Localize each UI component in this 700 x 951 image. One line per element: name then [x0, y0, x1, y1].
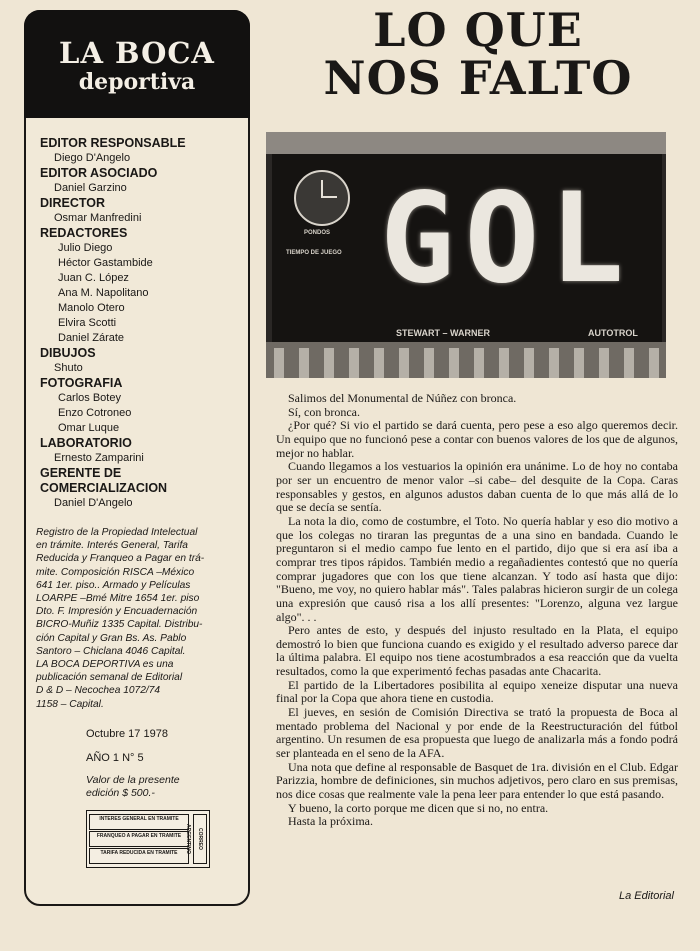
postal-stamp — [86, 810, 210, 868]
staff-role: DIRECTOR — [40, 196, 106, 210]
staff-role: EDITOR RESPONSABLE — [40, 136, 186, 150]
staff-name: Omar Luque — [58, 422, 120, 434]
article-paragraph: Salimos del Monumental de Núñez con bronca. — [288, 391, 517, 405]
article-paragraph: Pero antes de esto, y después del injusto resultado en la Plata, el equipo demostró lo bien que funciona cuando es exigido y el resultado adverso parece dar la última palabra. El equipo nos tiene acostumbrados a esa reacción que da vuelta resultados, como la que experimentó fechas pasadas ante Chacarita. — [276, 623, 678, 679]
clock-icon — [294, 170, 350, 226]
staff-name: Elvira Scotti — [58, 317, 117, 329]
masthead-logo — [24, 10, 250, 118]
fence-post — [424, 348, 434, 378]
stamp-side-label: CORREO ARGENTINO — [193, 814, 207, 864]
staff-name: Juan C. López — [58, 272, 129, 284]
board-label-tiempo: TIEMPO DE JUEGO — [286, 250, 342, 256]
staff-name: Daniel Zárate — [58, 332, 125, 344]
fence-post — [549, 348, 559, 378]
registry-line: Santoro – Chiclana 4046 Capital. — [36, 645, 186, 657]
stamp-row-2: FRANQUEO A PAGAR EN TRAMITE — [89, 831, 189, 847]
staff-name: Carlos Botey — [58, 392, 121, 404]
fence-post — [599, 348, 609, 378]
staff-name: Ernesto Zamparini — [54, 452, 144, 464]
article-paragraph: Sí, con bronca. — [288, 404, 360, 419]
staff-role: GERENTE DE — [40, 466, 122, 480]
registry-line: LOARPE –Bmé Mitre 1654 1er. piso — [36, 593, 200, 605]
registry-line: mite. Composición RISCA –México — [36, 566, 195, 578]
registry-line: Dto. F. Impresión y Encuadernación — [36, 606, 198, 618]
staff-role: COMERCIALIZACION — [40, 481, 168, 495]
logo-subtitle: deportiva — [78, 69, 196, 95]
fence-post — [399, 348, 409, 378]
fence-post — [499, 348, 509, 378]
fence-post — [449, 348, 459, 378]
article-paragraph: El partido de la Libertadores posibilita al equipo xeneize disputar una nueva final por la Copa que ahora tiene en custodia. — [276, 677, 678, 706]
registry-line: 641 1er. piso.. Armado y Películas — [36, 579, 191, 591]
fence-post — [574, 348, 584, 378]
price-line-2: edición $ 500.- — [86, 787, 155, 799]
staff-role: EDITOR ASOCIADO — [40, 166, 158, 180]
fence-post — [349, 348, 359, 378]
article-paragraph: Una nota que define al responsable de Basquet de 1ra. división en el Club. Edgar Parizzia, hombre de definiciones, sin muchos adjetivos, pero claro en sus premisas, nos dice cosas que realmente vale la pena leer para entender lo que está pasando. — [276, 759, 678, 802]
issue-date: Octubre 17 1978 — [86, 728, 168, 740]
registry-line: Registro de la Propiedad Intelectual — [36, 527, 198, 538]
article-paragraph: Cuando llegamos a los vestuarios la opinión era unánime. Lo de hoy no contaba por ser un encuentro de menor valor –si cabe– del desquite de la Copa. Caras responsables y gestos, en algunos adustos daban cuenta de lo que más allá de lo que se decía se sentía. — [276, 459, 678, 515]
staff-role: FOTOGRAFIA — [40, 376, 123, 390]
staff-role: DIBUJOS — [40, 346, 96, 360]
article-paragraph: Y bueno, la corto porque me dicen que si no, no entra. — [288, 800, 549, 815]
registry-line: LA BOCA DEPORTIVA es una — [36, 659, 174, 671]
registry-line: publicación semanal de Editorial — [36, 672, 183, 684]
staff-name: Héctor Gastambide — [58, 257, 153, 269]
staff-role: LABORATORIO — [40, 436, 132, 450]
headline-line-1: LO QUE — [373, 3, 583, 57]
registry-line: BICRO-Muñiz 1335 Capital. Distribu- — [36, 619, 203, 631]
stamp-row-3: TARIFA REDUCIDA EN TRAMITE — [89, 848, 189, 864]
staff-role: REDACTORES — [40, 226, 128, 240]
registry-line: D & D – Necochea 1072/74 — [36, 685, 161, 697]
issue-price — [86, 774, 216, 800]
registry-notice — [36, 526, 246, 711]
board-brand-1: STEWART – WARNER — [396, 328, 491, 338]
price-line-1: Valor de la presente — [86, 774, 180, 786]
staff-name: Enzo Cotroneo — [58, 407, 132, 419]
article-paragraph: ¿Por qué? Si vio el partido se dará cuenta, pero pese a eso algo queremos decir. Un equipo que no funcionó pese a contar con buenos valores de los que de algunos, mejor no hablar. — [276, 418, 678, 460]
fence-post — [649, 348, 659, 378]
staff-name: Julio Diego — [58, 242, 113, 254]
registry-line: en trámite. Interés General, Tarifa — [36, 540, 188, 552]
article-paragraph: El jueves, en sesión de Comisión Directiva se trató la propuesta de Boca al mentado problema del Nacional y por ende de la Reestructuración del fútbol argentino. Un resumen de esa propuesta que luego de analizarla más a fondo podrá ser planteada en el seno de la AFA. — [276, 705, 678, 761]
staff-name: Ana M. Napolitano — [58, 287, 149, 299]
article-signature: La Editorial — [618, 890, 674, 902]
fence-post — [299, 348, 309, 378]
board-brand-2: AUTOTROL — [588, 328, 638, 338]
board-label-pondos: PONDOS — [304, 230, 331, 236]
fence-post — [374, 348, 384, 378]
staff-name: Daniel Garzino — [54, 182, 127, 194]
registry-line: Reducida y Franqueo a Pagar en trá- — [36, 553, 205, 565]
board-word: GOL — [380, 167, 634, 311]
staff-name: Daniel D'Angelo — [54, 497, 133, 509]
article-paragraph: La nota la dio, como de costumbre, el Toto. No quería hablar y eso dio motivo a que los colegas no tiraran las preguntas de a una sino en bandada. Cuando le preguntaron si el medio campo fue lento en el partido, dijo que si era así iba a comprar tres tipos rápidos. También medio a regañadientes contestó que no quería comprar jugadores que con los que tiene alcanzan. Y todo así hasta que dijo: "Bueno, me voy, no quiero hablar más". Tales palabras hicieron surgir de un colega una expresión que causó risa a los allí presentes: "Lorenzo, alguna vez largue algo". . . — [276, 513, 678, 624]
logo-title: LA BOCA — [59, 36, 215, 70]
fence-post — [624, 348, 634, 378]
registry-line: 1158 – Capital. — [36, 698, 104, 710]
fence-post — [474, 348, 484, 378]
scoreboard — [272, 154, 662, 342]
photo-sky — [266, 132, 666, 154]
clock-hand-minute — [321, 196, 337, 198]
registry-line: ción Capital y Gran Bs. As. Pablo — [36, 632, 187, 644]
stamp-row-1: INTERES GENERAL EN TRAMITE — [89, 814, 189, 830]
headline — [280, 3, 676, 105]
staff-name: Osmar Manfredini — [54, 212, 142, 224]
staff-list — [40, 136, 222, 511]
staff-name: Manolo Otero — [58, 302, 125, 314]
article-paragraph: Hasta la próxima. — [288, 814, 373, 829]
staff-name: Diego D'Angelo — [54, 152, 131, 164]
scoreboard-photo — [266, 132, 666, 378]
headline-line-2: NOS FALTO — [323, 51, 633, 105]
fence-post — [324, 348, 334, 378]
editorial-article — [276, 392, 678, 829]
staff-name: Shuto — [54, 362, 83, 374]
fence-post — [274, 348, 284, 378]
issue-number: AÑO 1 N° 5 — [86, 752, 144, 764]
fence-post — [524, 348, 534, 378]
